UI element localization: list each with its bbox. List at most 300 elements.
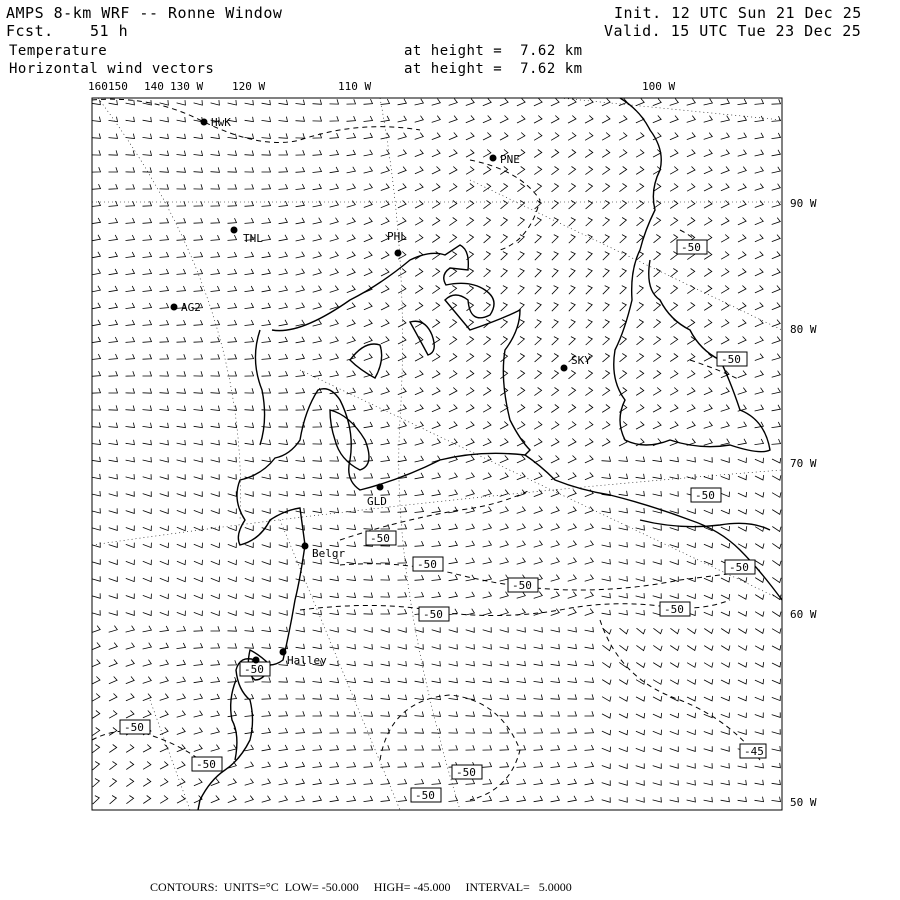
wind-barb <box>262 150 271 155</box>
wind-barb <box>415 779 424 784</box>
wind-barb <box>500 661 509 666</box>
wind-barb <box>586 286 592 295</box>
wind-barb <box>654 286 661 294</box>
wind-barb <box>551 592 560 599</box>
wind-barb <box>568 422 576 430</box>
wind-barb <box>245 184 254 189</box>
wind-barb <box>755 595 764 600</box>
wind-barb <box>534 678 543 683</box>
wind-barb <box>721 116 730 122</box>
wind-barb <box>330 252 339 259</box>
wind-barb <box>500 524 509 531</box>
field1-name: Temperature <box>9 43 108 59</box>
wind-barb <box>602 747 611 752</box>
wind-barb <box>211 201 220 206</box>
wind-barb <box>670 628 679 633</box>
wind-barb <box>398 762 407 767</box>
wind-barb <box>552 286 558 295</box>
wind-barb <box>398 796 407 802</box>
wind-barb <box>551 661 560 666</box>
wind-barb <box>262 440 271 445</box>
wind-barb <box>92 728 99 736</box>
wind-barb <box>603 337 610 346</box>
wind-barb <box>330 576 339 581</box>
wind-barb <box>143 626 152 632</box>
wind-barb <box>738 713 747 718</box>
contour-label: -50 <box>681 241 701 254</box>
wind-barb <box>415 524 424 529</box>
wind-barb <box>551 796 560 802</box>
wind-barb <box>364 405 373 411</box>
wind-barb <box>602 508 611 513</box>
wind-barb <box>568 711 577 716</box>
wind-barb <box>602 167 609 175</box>
wind-barb <box>721 646 730 651</box>
wind-barb <box>670 713 679 718</box>
wind-barb <box>687 99 696 106</box>
wind-barb <box>92 320 101 326</box>
wind-barb <box>364 728 373 733</box>
wind-barb <box>92 150 101 155</box>
wind-barb <box>177 526 186 531</box>
wind-barb <box>500 627 509 632</box>
wind-barb <box>687 679 696 684</box>
wind-barb <box>92 269 101 275</box>
init-time: Init. 12 UTC Sun 21 Dec 25 <box>614 4 862 22</box>
wind-barb <box>738 629 747 634</box>
wind-barb <box>160 167 169 172</box>
wind-barb <box>517 644 526 649</box>
wind-barb <box>211 406 220 411</box>
wind-barb <box>194 100 203 105</box>
wind-barb <box>398 524 407 529</box>
wind-barb <box>772 99 781 104</box>
wind-barb <box>364 473 373 478</box>
wind-barb <box>126 388 135 393</box>
wind-barb <box>738 150 747 157</box>
station-label-ag2: AG2 <box>181 301 201 314</box>
wind-barb <box>772 405 781 411</box>
wind-barb <box>126 286 135 292</box>
wind-barb <box>262 184 271 189</box>
wind-barb <box>279 745 288 751</box>
wind-barb <box>415 269 423 277</box>
wind-barb <box>228 796 236 803</box>
wind-barb <box>772 628 781 633</box>
wind-barb <box>92 117 101 122</box>
wind-barb <box>143 252 152 258</box>
wind-barb <box>398 745 407 750</box>
wind-barb <box>262 796 271 803</box>
wind-barb <box>534 490 542 497</box>
wind-barb <box>109 677 117 684</box>
wind-barb <box>569 286 575 295</box>
wind-barb <box>228 594 237 599</box>
wind-barb <box>92 576 101 581</box>
wind-barb <box>381 473 390 478</box>
wind-barb <box>347 388 356 394</box>
wind-barb <box>245 643 254 648</box>
wind-barb <box>568 661 577 666</box>
wind-barb <box>245 491 254 496</box>
wind-barb <box>143 660 152 667</box>
wind-barb <box>143 371 152 376</box>
wind-barb <box>772 269 780 276</box>
wind-barb <box>296 320 305 326</box>
wind-barb <box>721 696 730 701</box>
wind-barb <box>279 694 288 699</box>
wind-barb <box>177 184 186 189</box>
wind-barb <box>228 474 237 479</box>
wind-barb <box>347 695 356 700</box>
wind-barb <box>636 99 644 106</box>
wind-barb <box>517 695 526 700</box>
wind-barb <box>228 643 237 648</box>
wind-barb <box>534 796 543 802</box>
wind-barb <box>518 337 525 346</box>
wind-barb <box>262 201 271 206</box>
wind-barb <box>619 474 628 479</box>
wind-barb <box>245 457 254 462</box>
wind-barb <box>602 696 611 701</box>
wind-barb <box>602 150 610 158</box>
wind-barb <box>772 662 781 667</box>
wind-barb <box>704 320 712 328</box>
wind-barb <box>262 117 271 122</box>
wind-barb <box>670 747 679 752</box>
wind-barb <box>568 541 577 548</box>
wind-barb <box>721 218 729 226</box>
wind-barb <box>603 235 610 244</box>
station-label-sky: SKY <box>571 354 591 367</box>
wind-barb <box>603 303 609 312</box>
wind-barb <box>279 542 288 547</box>
wind-barb <box>484 252 491 261</box>
wind-barb <box>449 541 458 547</box>
wind-barb <box>449 728 458 733</box>
wind-barb <box>483 745 492 750</box>
wind-barb <box>772 422 781 428</box>
wind-barb <box>415 133 424 140</box>
wind-barb <box>313 796 322 802</box>
wind-barb <box>160 303 169 308</box>
wind-barb <box>551 745 560 750</box>
wind-barb <box>143 694 151 701</box>
wind-barb <box>517 796 526 802</box>
wind-barb <box>160 560 169 565</box>
wind-barb <box>296 491 305 496</box>
wind-barb <box>772 201 781 208</box>
wind-barb <box>194 626 203 631</box>
wind-barb <box>143 354 152 359</box>
wind-barb <box>245 286 254 292</box>
wind-barb <box>772 679 781 684</box>
wind-barb <box>347 116 356 121</box>
wind-barb <box>415 184 423 191</box>
wind-barb <box>364 252 372 259</box>
wind-barb <box>126 796 133 804</box>
wind-barb <box>398 728 407 733</box>
wind-barb <box>500 184 507 192</box>
wind-barb <box>551 695 560 700</box>
wind-barb <box>313 474 322 479</box>
wind-barb <box>483 507 492 514</box>
wind-barb <box>109 525 118 530</box>
wind-barb <box>449 678 458 683</box>
wind-barb <box>772 371 781 378</box>
wind-barb <box>670 371 678 379</box>
wind-barb <box>653 388 661 396</box>
wind-barb <box>347 473 356 478</box>
wind-barb <box>619 116 627 124</box>
wind-barb <box>143 406 152 411</box>
wind-barb <box>755 150 764 156</box>
wind-barb <box>517 167 524 175</box>
wind-barb <box>262 134 271 139</box>
wind-barb <box>449 99 458 106</box>
wind-barb <box>654 252 661 260</box>
wind-barb <box>483 133 491 141</box>
wind-barb <box>619 184 626 192</box>
wind-barb <box>364 167 373 173</box>
wind-barb <box>245 269 254 275</box>
wind-barb <box>381 644 390 649</box>
wind-barb <box>551 779 560 785</box>
wind-barb <box>245 406 254 411</box>
wind-barb <box>704 629 713 634</box>
wind-barb <box>636 371 643 379</box>
wind-barb <box>126 577 135 582</box>
wind-barb <box>670 663 679 668</box>
wind-barb <box>619 491 628 496</box>
wind-barb <box>245 779 254 786</box>
wind-barb <box>109 354 118 359</box>
wind-barb <box>296 762 305 768</box>
wind-barb <box>296 303 305 309</box>
wind-barb <box>262 610 271 615</box>
forecast-label: Fcst. <box>6 22 54 40</box>
wind-barb <box>483 456 491 463</box>
wind-barb <box>228 134 237 139</box>
wind-barb <box>296 388 305 393</box>
wind-barb <box>670 133 678 140</box>
wind-barb <box>585 473 593 480</box>
wind-barb <box>721 457 730 462</box>
wind-barb <box>569 184 576 192</box>
wind-barb <box>177 711 186 718</box>
wind-barb <box>637 286 644 294</box>
wind-barb <box>772 492 781 497</box>
contour-label: -50 <box>695 489 715 502</box>
wind-barb <box>755 458 764 463</box>
wind-barb <box>228 457 237 462</box>
wind-barb <box>483 712 492 717</box>
wind-barb <box>245 371 254 376</box>
wind-barb <box>245 167 254 172</box>
wind-barb <box>602 439 610 447</box>
wind-barb <box>637 303 644 312</box>
wind-barb <box>721 577 730 582</box>
wind-barb <box>194 168 203 173</box>
wind-barb <box>262 286 271 292</box>
wind-barb <box>603 269 609 278</box>
wind-barb <box>296 337 305 343</box>
wind-barb <box>637 337 644 345</box>
wind-barb <box>364 576 373 581</box>
wind-barb <box>211 577 220 582</box>
wind-barb <box>279 779 288 785</box>
wind-barb <box>262 371 271 376</box>
wind-barb <box>704 696 713 701</box>
wind-barb <box>755 780 764 785</box>
wind-barb <box>671 286 678 294</box>
wind-barb <box>738 269 746 277</box>
wind-barb <box>534 133 542 141</box>
wind-barb <box>347 235 355 242</box>
wind-barb <box>721 286 729 294</box>
wind-barb <box>704 150 712 157</box>
wind-barb <box>330 508 339 513</box>
wind-barb <box>484 269 491 278</box>
wind-barb <box>620 354 627 362</box>
wind-barb <box>603 218 610 227</box>
wind-barb <box>653 99 661 106</box>
wind-barb <box>772 527 781 532</box>
wind-barb <box>602 525 611 530</box>
wind-barb <box>92 508 101 513</box>
wind-barb <box>466 167 474 175</box>
wind-barb <box>398 269 406 277</box>
wind-barb <box>109 560 118 565</box>
wind-barb <box>534 99 542 106</box>
wind-barb <box>109 184 118 189</box>
wind-barb <box>398 167 406 174</box>
wind-barb <box>466 745 475 750</box>
wind-barb <box>585 644 594 649</box>
wind-barb <box>449 507 458 513</box>
wind-barb <box>296 711 305 716</box>
wind-barb <box>415 150 423 157</box>
wind-barb <box>211 694 220 700</box>
wind-barb <box>602 610 611 615</box>
wind-barb <box>177 796 185 804</box>
wind-barb <box>262 576 271 581</box>
wind-barb <box>535 303 541 312</box>
wind-barb <box>262 252 271 258</box>
wind-barb <box>296 678 305 683</box>
wind-barb <box>126 167 135 172</box>
wind-barb <box>585 541 594 548</box>
wind-barb <box>296 167 305 172</box>
wind-barb <box>279 269 288 275</box>
wind-barb <box>466 133 474 140</box>
wind-barb <box>721 201 729 209</box>
wind-barb <box>636 780 645 785</box>
station-label-thl: THL <box>243 232 263 245</box>
wind-barb <box>585 745 594 750</box>
wind-barb <box>620 269 627 278</box>
wind-barb <box>92 184 101 189</box>
wind-barb <box>330 627 339 632</box>
wind-barb <box>177 218 186 223</box>
wind-barb <box>670 474 679 479</box>
wind-barb <box>126 643 135 650</box>
wind-barb <box>398 286 406 294</box>
wind-barb <box>177 611 186 616</box>
wind-barb <box>211 269 220 275</box>
wind-barb <box>466 695 475 700</box>
wind-barb <box>721 303 729 311</box>
wind-barb <box>772 150 781 156</box>
wind-barb <box>262 269 271 275</box>
wind-barb <box>381 201 389 208</box>
wind-barb <box>279 576 288 581</box>
wind-barb <box>211 388 220 393</box>
wind-barb <box>671 269 678 277</box>
wind-barb <box>586 269 592 278</box>
wind-barb <box>670 354 678 362</box>
wind-barb <box>772 612 781 617</box>
wind-barb <box>228 491 237 496</box>
wind-barb <box>603 286 609 295</box>
wind-barb <box>245 100 254 105</box>
wind-barb <box>296 354 305 360</box>
wind-barb <box>398 541 407 546</box>
wind-barb <box>194 643 203 648</box>
wind-barb <box>126 491 135 496</box>
wind-barb <box>619 525 628 530</box>
wind-barb <box>381 439 390 445</box>
wind-barb <box>381 252 389 260</box>
wind-barb <box>330 593 339 598</box>
wind-barb <box>177 117 186 122</box>
wind-barb <box>772 337 781 344</box>
wind-barb <box>653 371 661 379</box>
wind-barb <box>738 662 747 667</box>
wind-barb <box>160 526 169 531</box>
wind-barb <box>483 779 492 784</box>
wind-barb <box>313 779 322 785</box>
wind-barb <box>721 252 729 260</box>
wind-barb <box>602 662 611 667</box>
wind-barb <box>381 422 390 428</box>
wind-barb <box>160 235 169 240</box>
wind-barb <box>535 371 542 379</box>
wind-barb <box>364 235 372 242</box>
wind-barb <box>602 559 611 564</box>
wind-barb <box>585 592 594 599</box>
wind-barb <box>92 610 101 615</box>
station-label-halley: Halley <box>287 654 327 667</box>
wind-barb <box>603 252 609 261</box>
wind-barb <box>483 99 491 106</box>
wind-barb <box>92 491 101 496</box>
wind-barb <box>517 728 526 733</box>
wind-barb <box>194 560 203 565</box>
wind-barb <box>347 133 356 139</box>
wind-barb <box>483 388 491 396</box>
wind-barb <box>211 491 220 496</box>
wind-barb <box>279 286 288 292</box>
wind-barb <box>160 474 169 479</box>
wind-barb <box>738 696 747 701</box>
wind-barb <box>449 235 456 243</box>
wind-barb <box>670 218 677 226</box>
wind-barb <box>194 235 203 240</box>
wind-barb <box>653 679 662 684</box>
wind-barb <box>160 762 168 770</box>
contour-label: -50 <box>415 789 435 802</box>
